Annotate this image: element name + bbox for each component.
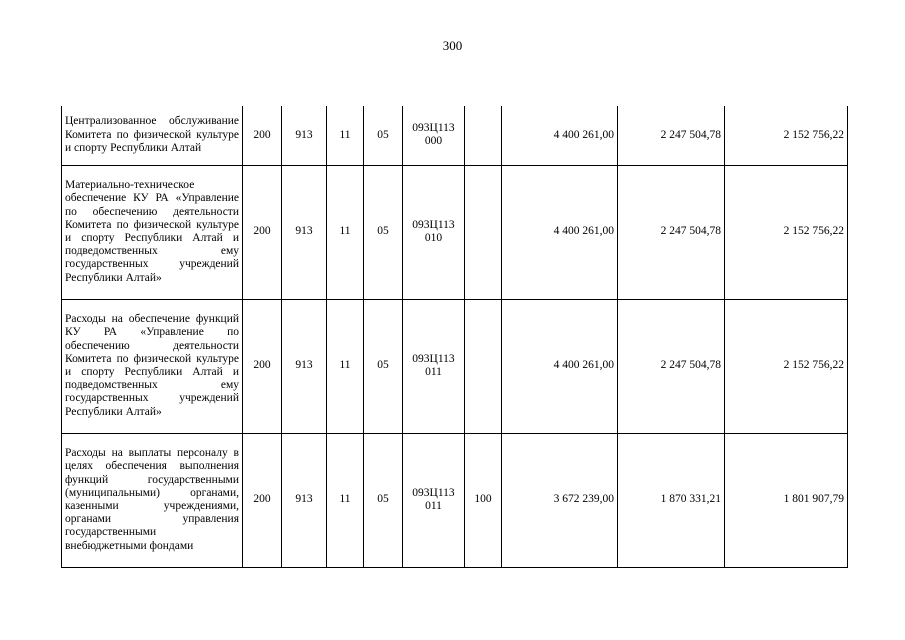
amount-second: 1 870 331,21 [618, 433, 725, 567]
expense-type-code: 100 [465, 433, 502, 567]
subsection-code: 05 [364, 165, 403, 299]
row-name: Материально-техническое обеспечение КУ РА «Управление по обеспечению деятельности Комитета по физической культуре и спорту Республики Алтай и подведомственных ему государственных учреждений Республики Алтай» [62, 165, 243, 299]
target-article-code [403, 299, 465, 433]
amount-total: 4 400 261,00 [502, 106, 618, 165]
amount-third: 2 152 756,22 [725, 165, 848, 299]
admin-code: 200 [243, 433, 282, 567]
target-article-code-line: 093Ц113 [412, 486, 455, 499]
page-number: 300 [442, 38, 463, 53]
amount-second: 2 247 504,78 [618, 165, 725, 299]
subsection-code: 05 [364, 299, 403, 433]
table-row [62, 433, 848, 567]
expense-type-code [465, 106, 502, 165]
amount-third: 1 801 907,79 [725, 433, 848, 567]
section-code: 11 [327, 106, 364, 165]
subsection-code: 05 [364, 106, 403, 165]
target-article-code [403, 106, 465, 165]
expense-type-code [465, 165, 502, 299]
target-article-code-line: 093Ц113 [412, 352, 455, 365]
target-article-code-line: 000 [424, 135, 443, 148]
table-row [62, 165, 848, 299]
row-name: Расходы на выплаты персоналу в целях обеспечения выполнения функций государственными (муниципальными) органами, казенными учреждениями, органами управления государственными внебюджетными фондами [62, 433, 243, 567]
department-code: 913 [282, 299, 327, 433]
target-article-code-line: 011 [425, 366, 442, 378]
section-code: 11 [327, 165, 364, 299]
amount-total: 3 672 239,00 [502, 433, 618, 567]
target-article-code-line: 093Ц113 [412, 218, 455, 231]
target-article-code-line: 011 [425, 500, 442, 512]
amount-second: 2 247 504,78 [618, 106, 725, 165]
table-row [62, 106, 848, 165]
target-article-code-line: 093Ц113 [412, 122, 455, 135]
section-code: 11 [327, 299, 364, 433]
amount-third: 2 152 756,22 [725, 106, 848, 165]
amount-third: 2 152 756,22 [725, 299, 848, 433]
amount-second: 2 247 504,78 [618, 299, 725, 433]
admin-code: 200 [243, 106, 282, 165]
admin-code: 200 [243, 299, 282, 433]
department-code: 913 [282, 433, 327, 567]
department-code: 913 [282, 106, 327, 165]
amount-total: 4 400 261,00 [502, 299, 618, 433]
row-name: Централизованное обслуживание Комитета по физической культуре и спорту Республики Алтай [62, 106, 243, 165]
subsection-code: 05 [364, 433, 403, 567]
expense-type-code [465, 299, 502, 433]
target-article-code [403, 433, 465, 567]
admin-code: 200 [243, 165, 282, 299]
budget-table [61, 106, 848, 568]
target-article-code-line: 010 [424, 232, 443, 244]
table-row [62, 299, 848, 433]
section-code: 11 [327, 433, 364, 567]
row-name: Расходы на обеспечение функций КУ РА «Управление по обеспечению деятельности Комитета по физической культуре и спорту Республики Алтай и подведомственных ему государственных учреждений Республики Алтай» [62, 299, 243, 433]
amount-total: 4 400 261,00 [502, 165, 618, 299]
target-article-code [403, 165, 465, 299]
department-code: 913 [282, 165, 327, 299]
